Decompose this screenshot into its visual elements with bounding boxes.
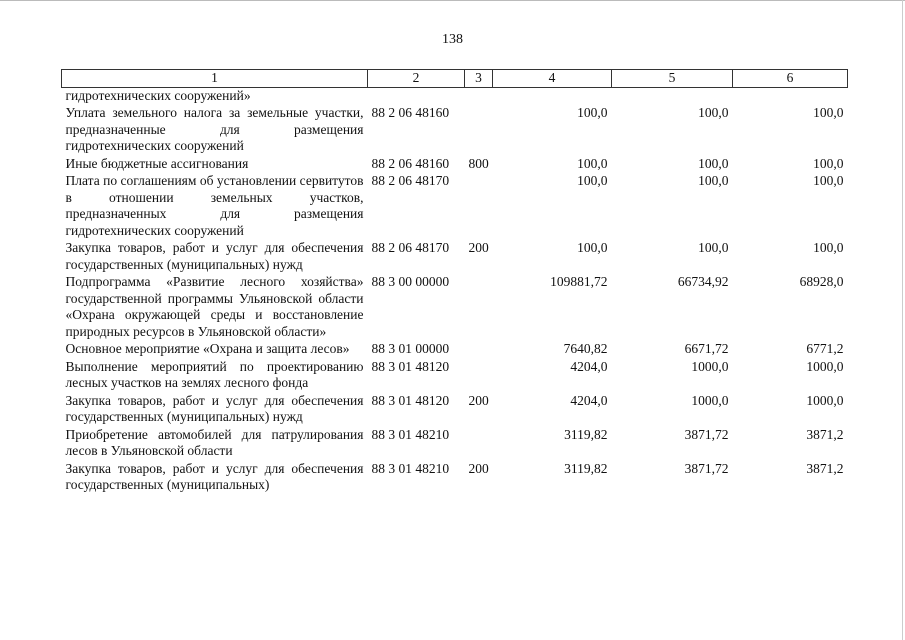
row-value-col5: 66734,92 — [677, 274, 729, 289]
row-expense-type — [465, 105, 493, 156]
row-value-col6: 100,0 — [813, 105, 844, 120]
table-row — [62, 359, 848, 393]
table-body — [62, 87, 848, 495]
header-col-3: 3 — [465, 70, 493, 88]
row-target-code: 88 3 01 48120 — [371, 358, 450, 374]
header-col-6: 6 — [733, 70, 848, 88]
row-value-col4: 100,0 — [577, 155, 608, 171]
row-expense-type: 200 — [468, 460, 489, 476]
row-value-col4: 100,0 — [577, 173, 608, 188]
row-description: Плата по соглашениям об установлении сервитутов в отношении земельных участков, предназначенных для размещения гидротехнических сооружений — [65, 173, 364, 238]
row-value-col6: 68928,0 — [799, 274, 844, 289]
row-value-col6: 100,0 — [813, 155, 844, 171]
table-row — [62, 461, 848, 495]
row-value-col6: 3871,2 — [806, 460, 844, 476]
header-col-4: 4 — [493, 70, 612, 88]
page-number: 138 — [442, 32, 463, 47]
row-expense-type: 800 — [468, 155, 489, 171]
row-value-col6: 6771,2 — [806, 341, 844, 356]
row-value-col5: 1000,0 — [691, 392, 729, 408]
row-expense-type — [465, 359, 493, 393]
row-value-col5: 100,0 — [698, 173, 729, 188]
table-row — [62, 393, 848, 427]
row-target-code: 88 3 01 48210 — [371, 460, 450, 476]
table-row — [62, 341, 848, 359]
row-value-col5: 100,0 — [698, 105, 729, 120]
scan-edge-top — [0, 0, 905, 1]
row-value-col5: 3871,72 — [684, 426, 729, 442]
row-value-col4: 7640,82 — [563, 341, 608, 356]
row-value-col4: 3119,82 — [564, 426, 608, 442]
row-value-col6: 1000,0 — [806, 392, 844, 408]
row-description: Выполнение мероприятий по проектированию лесных участков на землях лесного фонда — [65, 358, 364, 390]
row-description: Приобретение автомобилей для патрулирования лесов в Ульяновской области — [65, 426, 364, 458]
row-description: Подпрограмма «Развитие лесного хозяйства» государственной программы Ульяновской области «Охрана окружающей среды и восстановление природных ресурсов в Ульяновской области» — [65, 274, 364, 339]
row-value-col6: 3871,2 — [806, 426, 844, 442]
budget-table — [61, 69, 848, 495]
row-target-code: 88 3 01 48120 — [371, 392, 450, 408]
header-col-1: 1 — [62, 70, 368, 88]
table-header-row — [62, 70, 848, 88]
row-value-col4: 109881,72 — [550, 274, 608, 289]
row-expense-type: 200 — [468, 392, 489, 408]
header-col-2: 2 — [368, 70, 465, 88]
row-value-col6 — [733, 87, 848, 105]
row-expense-type — [465, 87, 493, 105]
row-target-code: 88 2 06 48160 — [371, 155, 450, 171]
row-expense-type — [465, 341, 493, 359]
table-row — [62, 173, 848, 240]
row-value-col4: 100,0 — [577, 105, 608, 120]
row-value-col5: 3871,72 — [684, 460, 729, 476]
row-target-code: 88 3 00 00000 — [371, 274, 450, 289]
row-description: Закупка товаров, работ и услуг для обеспечения государственных (муниципальных) — [65, 460, 364, 492]
row-description: Иные бюджетные ассигнования — [65, 155, 249, 171]
row-value-col4 — [493, 87, 612, 105]
table-row — [62, 105, 848, 156]
row-target-code: 88 3 01 48210 — [371, 426, 450, 442]
row-value-col5: 100,0 — [698, 240, 729, 255]
row-target-code: 88 2 06 48170 — [371, 240, 450, 255]
row-expense-type — [465, 274, 493, 341]
row-description: Основное мероприятие «Охрана и защита лесов» — [65, 341, 350, 356]
header-col-5: 5 — [612, 70, 733, 88]
row-value-col4: 4204,0 — [570, 358, 608, 374]
row-target-code: 88 3 01 00000 — [371, 341, 450, 356]
row-target-code: 88 2 06 48170 — [371, 173, 450, 188]
table-row — [62, 427, 848, 461]
row-value-col5 — [612, 87, 733, 105]
row-description: гидротехнических сооружений» — [65, 87, 251, 103]
table-row — [62, 156, 848, 174]
row-value-col6: 100,0 — [813, 173, 844, 188]
table-row — [62, 274, 848, 341]
row-description: Закупка товаров, работ и услуг для обеспечения государственных (муниципальных) нужд — [65, 240, 364, 272]
row-value-col6: 100,0 — [813, 240, 844, 255]
row-expense-type: 200 — [468, 240, 489, 255]
row-description: Закупка товаров, работ и услуг для обеспечения государственных (муниципальных) нужд — [65, 392, 364, 424]
table-row — [62, 87, 848, 105]
row-value-col6: 1000,0 — [806, 358, 844, 374]
row-value-col5: 1000,0 — [691, 358, 729, 374]
row-expense-type — [465, 427, 493, 461]
row-value-col5: 6671,72 — [684, 341, 729, 356]
row-value-col4: 3119,82 — [564, 460, 608, 476]
table-row — [62, 240, 848, 274]
scan-edge-right — [902, 0, 903, 640]
row-expense-type — [465, 173, 493, 240]
row-value-col4: 100,0 — [577, 240, 608, 255]
row-value-col5: 100,0 — [698, 155, 729, 171]
row-target-code — [368, 87, 465, 105]
row-value-col4: 4204,0 — [570, 392, 608, 408]
row-description: Уплата земельного налога за земельные участки, предназначенные для размещения гидротехнических сооружений — [65, 105, 364, 153]
row-target-code: 88 2 06 48160 — [371, 105, 450, 120]
